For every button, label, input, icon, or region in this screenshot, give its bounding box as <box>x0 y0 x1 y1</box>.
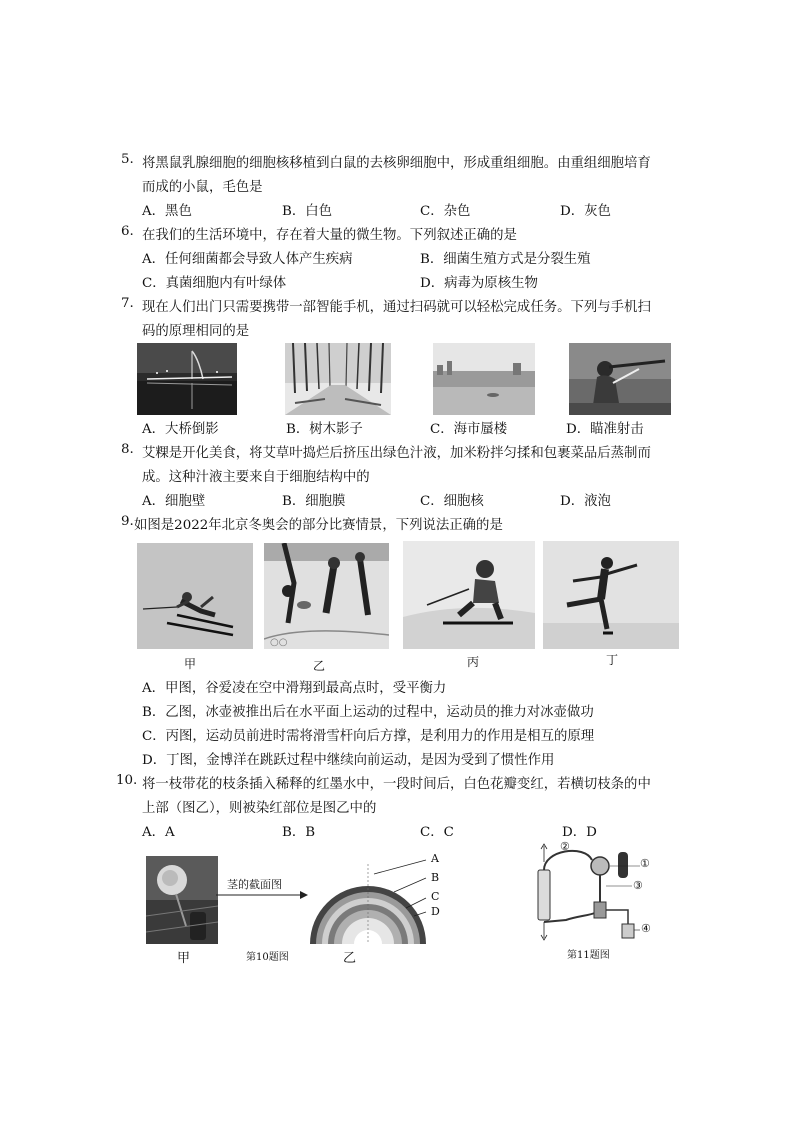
fig11-label-1: ① <box>640 857 650 870</box>
q7-photo-mirage <box>433 343 535 415</box>
q9-caption-yi: 乙 <box>313 659 326 673</box>
fig10-arrow <box>216 890 308 900</box>
q10-option-d: D．D <box>562 825 597 840</box>
q10-option-c: C．C <box>420 825 454 840</box>
fig10-label-d: D <box>431 905 440 918</box>
fig10-caption-jia: 甲 <box>177 951 191 966</box>
q9-caption-ding: 丁 <box>606 653 619 667</box>
q6-option-b: B．细菌生殖方式是分裂生殖 <box>420 252 591 267</box>
q5-stem-line1: 将黑鼠乳腺细胞的细胞核移植到白鼠的去核卵细胞中，形成重组细胞。由重组细胞培育 <box>142 156 651 171</box>
q8-option-d: D．液泡 <box>560 494 611 509</box>
q9-photo-jia-aerial-skier <box>137 543 253 649</box>
q7-photo-tree-shadows <box>285 343 391 415</box>
q8-option-b: B．细胞膜 <box>282 494 346 509</box>
q9-option-b: B．乙图，冰壶被推出后在水平面上运动的过程中，运动员的推力对冰壶做功 <box>142 705 594 720</box>
fig11-caption-title: 第11题图 <box>567 950 610 961</box>
q7-stem-line1: 现在人们出门只需要携带一部智能手机，通过扫码就可以轻松完成任务。下列与手机扫 <box>142 300 651 315</box>
q7-option-c: C．海市蜃楼 <box>430 422 508 437</box>
q7-option-b: B．树木影子 <box>286 422 363 437</box>
q5-stem-line2: 而成的小鼠，毛色是 <box>142 180 263 195</box>
q9-photo-yi-curling <box>264 543 389 649</box>
q6-number: 6. <box>121 224 134 239</box>
q9-option-c: C．丙图，运动员前进时需将滑雪杆向后方撑，是利用力的作用是相互的原理 <box>142 729 595 744</box>
q7-option-a: A．大桥倒影 <box>142 422 219 437</box>
q7-photo-bridge-reflection <box>137 343 237 415</box>
q10-stem-line1: 将一枝带花的枝条插入稀释的红墨水中，一段时间后，白色花瓣变红，若横切枝条的中 <box>142 777 651 792</box>
q8-stem-line2: 成。这种汁液主要来自于细胞结构中的 <box>142 470 370 485</box>
fig10-photo-flower-in-ink <box>146 856 218 944</box>
q10-option-a: A．A <box>142 825 175 840</box>
q10-stem-line2: 上部（图乙），则被染红部位是图乙中的 <box>142 801 377 816</box>
q5-option-a: A．黑色 <box>142 204 192 219</box>
q5-option-d: D．灰色 <box>560 204 611 219</box>
q10-option-b: B．B <box>282 825 316 840</box>
q9-stem: 如图是2022年北京冬奥会的部分比赛情景，下列说法正确的是 <box>134 518 503 533</box>
q7-photo-shooting <box>569 343 671 415</box>
fig10-stem-cross-section <box>304 852 428 948</box>
fig10-caption-yi: 乙 <box>343 951 357 966</box>
q6-stem: 在我们的生活环境中，存在着大量的微生物。下列叙述正确的是 <box>142 228 517 243</box>
q7-option-d: D．瞄准射击 <box>566 422 644 437</box>
fig10-caption-title: 第10题图 <box>246 952 289 963</box>
q10-number: 10. <box>116 773 138 788</box>
q5-option-b: B．白色 <box>282 204 333 219</box>
q8-number: 8. <box>121 442 134 457</box>
fig11-label-4: ④ <box>641 922 651 935</box>
q9-option-d: D．丁图，金博洋在跳跃过程中继续向前运动，是因为受到了惯性作用 <box>142 753 555 768</box>
q8-option-a: A．细胞壁 <box>142 494 206 509</box>
q9-option-a: A．甲图，谷爱凌在空中滑翔到最高点时，受平衡力 <box>142 681 447 696</box>
q9-caption-bing: 丙 <box>467 655 480 669</box>
q6-option-c: C．真菌细胞内有叶绿体 <box>142 276 287 291</box>
q7-number: 7. <box>121 296 134 311</box>
fig10-arrow-label: 茎的截面图 <box>227 878 282 891</box>
q9-photo-bing-alpine-skier <box>403 541 535 649</box>
q9-caption-jia: 甲 <box>184 657 197 671</box>
fig11-label-2: ② <box>560 840 570 853</box>
q8-stem-line1: 艾粿是开化美食，将艾草叶捣烂后挤压出绿色汁液，加米粉拌匀揉和包裹菜品后蒸制而 <box>142 446 651 461</box>
q6-option-a: A．任何细菌都会导致人体产生疾病 <box>142 252 353 267</box>
q6-option-d: D．病毒为原核生物 <box>420 276 538 291</box>
fig11-label-3: ③ <box>633 879 643 892</box>
fig10-label-a: A <box>431 852 439 865</box>
fig11-apparatus-diagram <box>536 840 656 944</box>
fig10-label-c: C <box>431 890 440 903</box>
fig10-label-b: B <box>431 871 440 884</box>
q7-stem-line2: 码的原理相同的是 <box>142 324 250 339</box>
q5-option-c: C．杂色 <box>420 204 471 219</box>
svg-text:○○: ○○ <box>270 637 288 648</box>
q8-option-c: C．细胞核 <box>420 494 484 509</box>
q5-number: 5. <box>121 152 134 167</box>
q9-number: 9. <box>121 514 134 529</box>
q9-photo-ding-figure-skater <box>543 541 679 649</box>
